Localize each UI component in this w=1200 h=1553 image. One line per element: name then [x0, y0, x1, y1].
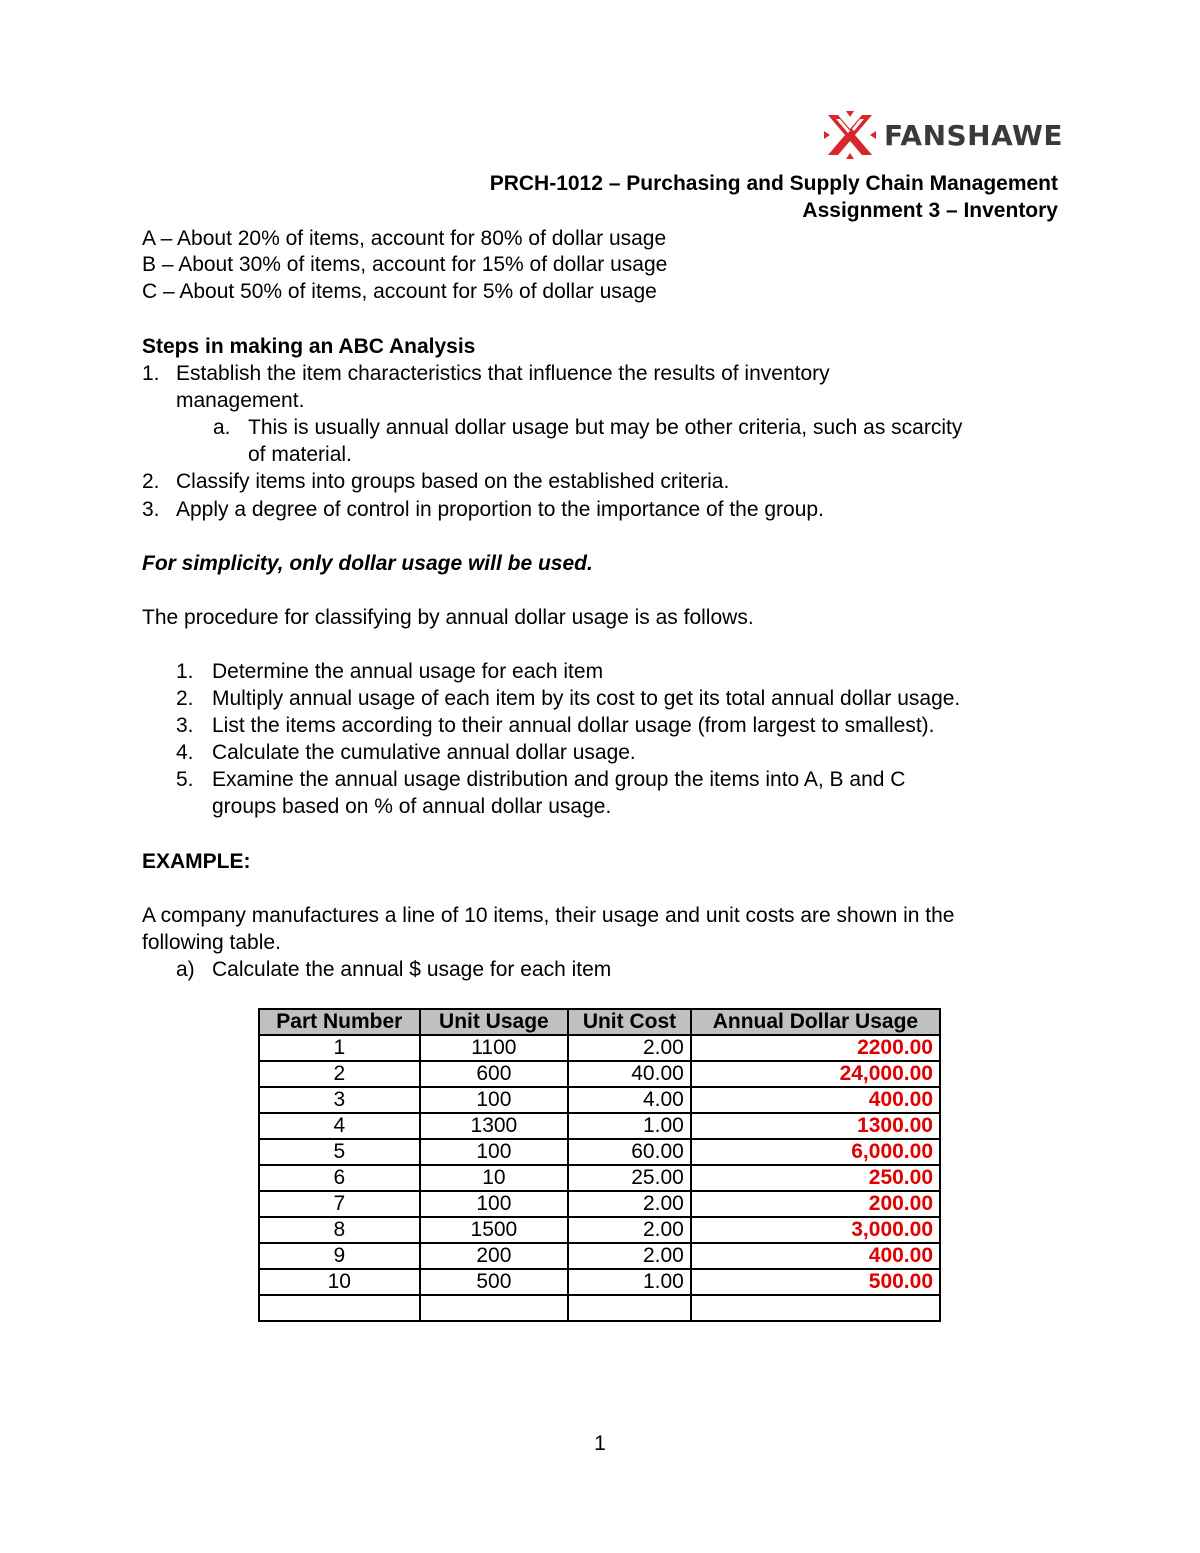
unit-cost-cell: 2.00: [568, 1243, 691, 1269]
part-number-cell: 7: [259, 1191, 420, 1217]
header-unit-cost: Unit Cost: [568, 1009, 691, 1035]
unit-usage-cell: 100: [420, 1087, 569, 1113]
part-number-cell: 10: [259, 1269, 420, 1295]
step-3-text: Apply a degree of control in proportion to the importance of the group.: [176, 498, 824, 521]
step-number: 3.: [142, 498, 160, 521]
class-a-line: A – About 20% of items, account for 80% of dollar usage: [142, 227, 667, 250]
step-1-text: Establish the item characteristics that influence the results of inventory: [176, 362, 830, 385]
unit-usage-cell: 600: [420, 1061, 569, 1087]
part-number-cell: 9: [259, 1243, 420, 1269]
annual-usage-cell: 6,000.00: [691, 1139, 940, 1165]
unit-usage-cell: 1300: [420, 1113, 569, 1139]
procedure-step-2: Multiply annual usage of each item by its cost to get its total annual dollar usage.: [212, 687, 961, 710]
table-row: [259, 1269, 940, 1295]
procedure-step-4: Calculate the cumulative annual dollar usage.: [212, 741, 636, 764]
steps-heading: Steps in making an ABC Analysis: [142, 335, 476, 358]
unit-cost-cell: 1.00: [568, 1113, 691, 1139]
unit-usage-cell: 100: [420, 1191, 569, 1217]
procedure-number: 4.: [176, 741, 194, 764]
question-label: a): [176, 958, 195, 981]
unit-cost-cell: 2.00: [568, 1217, 691, 1243]
substep-letter: a.: [213, 416, 231, 439]
step-number: 2.: [142, 470, 160, 493]
annual-usage-cell: 1300.00: [691, 1113, 940, 1139]
unit-usage-cell: 1500: [420, 1217, 569, 1243]
logo-text: FANSHAWE: [884, 118, 1064, 152]
unit-usage-cell: 10: [420, 1165, 569, 1191]
annual-usage-cell: 250.00: [691, 1165, 940, 1191]
table-row: [259, 1061, 940, 1087]
abc-table: [258, 1008, 941, 1322]
empty-cell: [259, 1295, 420, 1321]
part-number-cell: 1: [259, 1035, 420, 1061]
simplicity-note: For simplicity, only dollar usage will be used.: [142, 552, 593, 575]
unit-cost-cell: 4.00: [568, 1087, 691, 1113]
annual-usage-cell: 400.00: [691, 1243, 940, 1269]
annual-usage-cell: 3,000.00: [691, 1217, 940, 1243]
annual-usage-cell: 400.00: [691, 1087, 940, 1113]
unit-cost-cell: 1.00: [568, 1269, 691, 1295]
example-text-cont: following table.: [142, 931, 281, 954]
example-text: A company manufactures a line of 10 items, their usage and unit costs are shown in the: [142, 904, 955, 927]
unit-usage-cell: 100: [420, 1139, 569, 1165]
part-number-cell: 5: [259, 1139, 420, 1165]
annual-usage-cell: 500.00: [691, 1269, 940, 1295]
annual-usage-cell: 24,000.00: [691, 1061, 940, 1087]
table-row: [259, 1139, 940, 1165]
unit-cost-cell: 60.00: [568, 1139, 691, 1165]
annual-usage-cell: 200.00: [691, 1191, 940, 1217]
procedure-step-5-cont: groups based on % of annual dollar usage.: [212, 795, 612, 818]
procedure-intro: The procedure for classifying by annual dollar usage is as follows.: [142, 606, 754, 629]
header-annual-dollar-usage: Annual Dollar Usage: [691, 1009, 940, 1035]
part-number-cell: 8: [259, 1217, 420, 1243]
unit-usage-cell: 200: [420, 1243, 569, 1269]
unit-cost-cell: 40.00: [568, 1061, 691, 1087]
procedure-step-3: List the items according to their annual dollar usage (from largest to smallest).: [212, 714, 935, 737]
procedure-number: 2.: [176, 687, 194, 710]
table-row: [259, 1217, 940, 1243]
table-row: [259, 1087, 940, 1113]
table-row: [259, 1035, 940, 1061]
fanshawe-logo: [824, 108, 1063, 162]
table-row: [259, 1243, 940, 1269]
unit-cost-cell: 25.00: [568, 1165, 691, 1191]
table-row: [259, 1165, 940, 1191]
part-number-cell: 3: [259, 1087, 420, 1113]
annual-usage-cell: 2200.00: [691, 1035, 940, 1061]
empty-cell: [691, 1295, 940, 1321]
unit-cost-cell: 2.00: [568, 1191, 691, 1217]
table-row: [259, 1191, 940, 1217]
step-number: 1.: [142, 362, 160, 385]
table-header-row: [259, 1009, 940, 1035]
procedure-step-5: Examine the annual usage distribution and group the items into A, B and C: [212, 768, 906, 791]
unit-cost-cell: 2.00: [568, 1035, 691, 1061]
question-text: Calculate the annual $ usage for each item: [212, 958, 612, 981]
part-number-cell: 4: [259, 1113, 420, 1139]
table-row: [259, 1113, 940, 1139]
procedure-number: 1.: [176, 660, 194, 683]
substep-a-text: This is usually annual dollar usage but may be other criteria, such as scarcity: [248, 416, 963, 439]
header-part-number: Part Number: [259, 1009, 420, 1035]
unit-usage-cell: 1100: [420, 1035, 569, 1061]
procedure-number: 5.: [176, 768, 194, 791]
class-c-line: C – About 50% of items, account for 5% of dollar usage: [142, 280, 657, 303]
header-unit-usage: Unit Usage: [420, 1009, 569, 1035]
empty-cell: [420, 1295, 569, 1321]
page-number: 1: [594, 1432, 606, 1455]
example-heading: EXAMPLE:: [142, 850, 251, 873]
step-1-text-cont: management.: [176, 389, 305, 412]
fanshawe-emblem-icon: [824, 109, 876, 161]
substep-a-text-cont: of material.: [248, 443, 352, 466]
table-row-empty: [259, 1295, 940, 1321]
assignment-title: Assignment 3 – Inventory: [802, 199, 1058, 222]
unit-usage-cell: 500: [420, 1269, 569, 1295]
part-number-cell: 2: [259, 1061, 420, 1087]
part-number-cell: 6: [259, 1165, 420, 1191]
procedure-number: 3.: [176, 714, 194, 737]
course-title: PRCH-1012 – Purchasing and Supply Chain Management: [489, 172, 1058, 195]
procedure-step-1: Determine the annual usage for each item: [212, 660, 604, 683]
step-2-text: Classify items into groups based on the established criteria.: [176, 470, 730, 493]
empty-cell: [568, 1295, 691, 1321]
class-b-line: B – About 30% of items, account for 15% of dollar usage: [142, 253, 668, 276]
